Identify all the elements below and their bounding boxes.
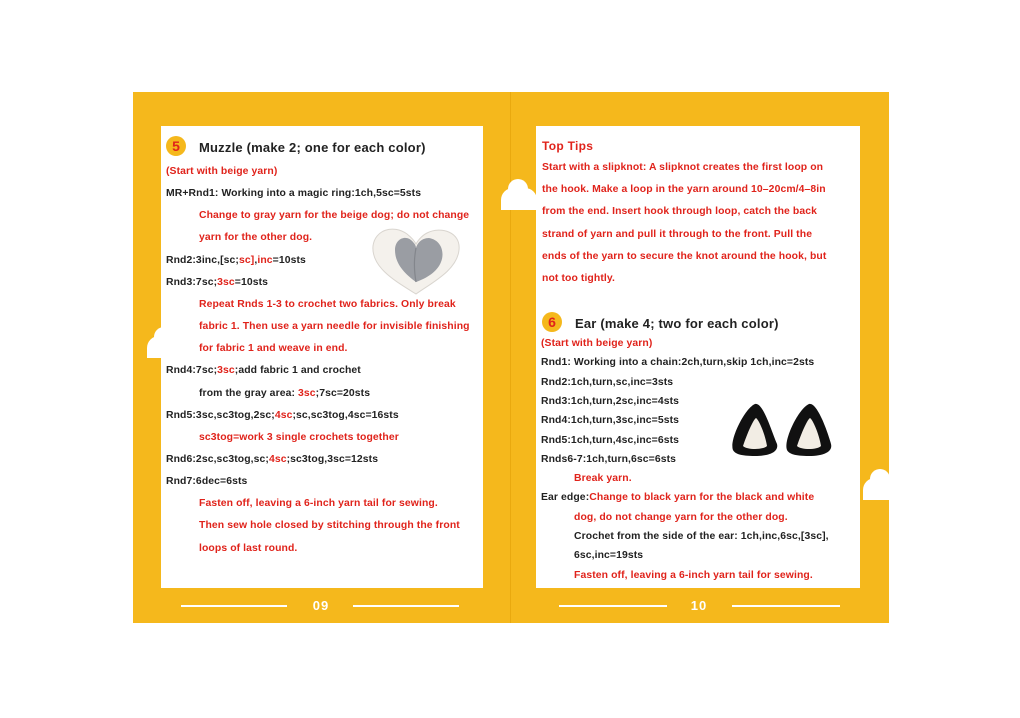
instruction-line [166,277,268,288]
instruction-text: yarn for the other dog. [199,232,313,244]
instruction-text: (Start with beige yarn) [166,166,278,177]
instruction-text: 3sc [217,276,235,288]
instruction-text: Change to black yarn for the black and white [589,492,815,504]
instruction-text: Ear edge: [541,492,590,504]
page-number: 09 [312,598,330,613]
instruction-text: Rnd2:3inc,[sc; [166,254,239,266]
instruction-text: 3sc [217,365,235,377]
instruction-text: ;add fabric 1 and crochet [234,365,361,377]
instruction-line [199,432,399,443]
instruction-text: 4sc [274,409,293,421]
tips-line: Start with a slipknot: A slipknot creates the first loop on [542,162,824,173]
tips-line: the hook. Make a loop in the yarn around 10–20cm/4–8in [542,184,826,196]
page-footer-right [511,598,890,612]
instruction-line [574,512,788,523]
instruction-line [166,454,378,465]
instruction-text: Break yarn. [574,473,632,485]
instruction-line [541,454,676,465]
instruction-text: Fasten off, leaving a 6-inch yarn tail for sewing. [199,498,438,510]
instruction-line [199,388,370,399]
instruction-text: Rnds6-7:1ch,turn,6sc=6sts [541,453,677,465]
instruction-text: loops of last round. [199,542,298,554]
instruction-text: 6sc,inc=19sts [574,550,644,562]
instruction-text: 4sc [268,453,287,465]
instruction-line [166,410,399,421]
instruction-line [199,343,348,354]
instruction-text: Rnd6:2sc,sc3tog,sc; [166,453,269,465]
book-spread [133,92,889,623]
footer-rule [353,605,459,607]
instruction-text: ;sc,sc3tog,4sc=16sts [292,409,399,421]
instruction-line [199,232,312,243]
instruction-line [541,357,814,368]
instruction-text: fabric 1. Then use a yarn needle for invisible finishing [199,321,470,333]
instruction-text: Rnd3:1ch,turn,2sc,inc=4sts [541,395,680,407]
instruction-text: Change to gray yarn for the beige dog; do not change [199,210,470,222]
instruction-line [166,476,247,487]
instruction-text: Rnd5:3sc,sc3tog,2sc; [166,409,275,421]
instruction-text: Rnd7:6dec=6sts [166,476,248,488]
section-title: Ear (make 4; two for each color) [575,316,779,331]
instruction-text: , [254,254,258,266]
instruction-text: Fasten off, leaving a 6-inch yarn tail for sewing. [574,569,813,581]
instruction-line [199,299,456,310]
instruction-line [199,543,297,554]
cloud-decoration [501,188,537,210]
instruction-text: for fabric 1 and weave in end. [199,343,348,355]
tips-title: Top Tips [542,139,594,153]
instruction-text: sc3tog=work 3 single crochets together [199,431,399,443]
instruction-line [541,435,679,446]
instruction-line [541,415,679,426]
instruction-text: Rnd4:7sc; [166,365,218,377]
instruction-text: sc] [239,254,255,266]
instruction-text: Rnd3:7sc; [166,276,218,288]
instruction-line [574,570,813,581]
page-footer-left [133,598,510,612]
instruction-line [166,166,277,177]
tips-line: strand of yarn and pull it through to the front. Pull the [542,228,813,240]
page-right [510,92,889,623]
content-card-right [536,126,860,588]
instruction-line [541,492,814,503]
footer-rule [559,605,667,607]
tips-line: from the end. Insert hook through loop, catch the back [542,206,817,218]
cloud-decoration [863,478,899,500]
instruction-line [574,550,643,561]
instruction-line [541,338,652,349]
instruction-line [199,210,469,221]
instruction-line [166,365,361,376]
page-left [133,92,510,623]
instruction-text: Rnd1: Working into a chain:2ch,turn,skip 1ch,inc=2sts [541,357,815,369]
instruction-text: from the gray area: [199,387,299,399]
tips-line: not too tightly. [542,273,615,284]
footer-rule [732,605,840,607]
instruction-text: Crochet from the side of the ear: 1ch,inc,6sc,[3sc], [574,531,829,542]
instruction-line [166,188,421,199]
instruction-text: Then sew hole closed by stitching through the front [199,520,460,532]
instruction-line [199,321,470,332]
instruction-text: Repeat Rnds 1-3 to crochet two fabrics. Only break [199,298,456,310]
ear-piece [732,404,777,456]
instruction-text: ;sc3tog,3sc=12sts [286,453,379,465]
instruction-text: dog, do not change yarn for the other dog. [574,511,788,523]
page-number: 10 [690,598,708,613]
section-number-badge: 5 [166,136,186,156]
instruction-line [199,520,460,531]
muzzle-heart-image [367,224,465,296]
instruction-text: Rnd5:1ch,turn,4sc,inc=6sts [541,434,680,446]
instruction-line [574,473,632,484]
section-title: Muzzle (make 2; one for each color) [199,140,426,155]
instruction-line [574,531,829,542]
instruction-text: inc [257,254,273,266]
ear-piece [786,404,831,456]
instruction-text: (Start with beige yarn) [541,338,653,349]
ear-images [729,400,837,458]
content-card-left [161,126,483,588]
instruction-text: MR+Rnd1: Working into a magic ring:1ch,5sc=5sts [166,188,422,200]
tips-line: ends of the yarn to secure the knot around the hook, but [542,250,827,262]
instruction-line [541,377,673,388]
instruction-line [166,255,306,266]
instruction-text: Rnd4:1ch,turn,3sc,inc=5sts [541,415,680,427]
instruction-text: ;7sc=20sts [315,387,371,399]
instruction-line [541,396,679,407]
instruction-text: Rnd2:1ch,turn,sc,inc=3sts [541,376,674,388]
footer-rule [181,605,287,607]
instruction-line [199,498,438,509]
section-number-badge: 6 [542,312,562,332]
instruction-text: 3sc [298,387,316,399]
instruction-text: =10sts [234,276,269,288]
instruction-text: =10sts [272,254,306,266]
